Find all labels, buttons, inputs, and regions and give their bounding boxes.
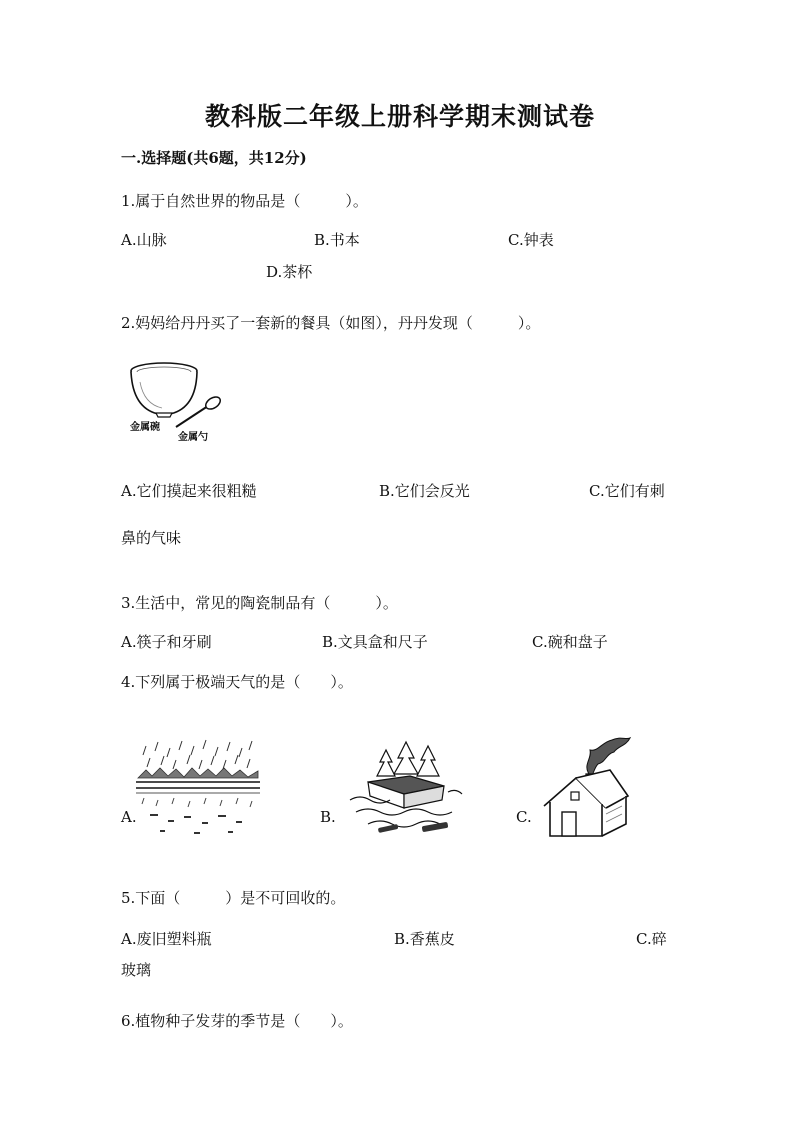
- page-title: 教科版二年级上册科学期末测试卷: [204, 102, 595, 131]
- question-3: 3.生活中，常见的陶瓷制品有（ ）。: [121, 594, 398, 612]
- q4-option-b: B.: [320, 808, 336, 826]
- q3-option-b: B.文具盒和尺子: [322, 633, 428, 651]
- question-4: 4.下列属于极端天气的是（ ）。: [121, 673, 353, 691]
- q2-option-c: C.它们有刺: [589, 482, 665, 500]
- section-heading: 一.选择题(共6题，共12分): [121, 149, 307, 167]
- q4-option-a: A.: [121, 808, 137, 826]
- question-5: 5.下面（ ）是不可回收的。: [121, 889, 346, 907]
- question-6: 6.植物种子发芽的季节是（ ）。: [121, 1012, 353, 1030]
- q1-option-b: B.书本: [314, 231, 360, 249]
- question-1: 1.属于自然世界的物品是（ ）。: [121, 192, 368, 210]
- q1-option-c: C.钟表: [508, 231, 554, 249]
- rainstorm-picture: [136, 738, 260, 838]
- flood-picture: [348, 738, 464, 840]
- q3-option-a: A.筷子和牙刷: [121, 633, 212, 651]
- q5-option-b: B.香蕉皮: [394, 930, 455, 948]
- figure-label-spoon: 金属勺: [178, 432, 208, 443]
- q5-option-a: A.废旧塑料瓶: [121, 930, 212, 948]
- bowl-spoon-figure: [126, 360, 226, 444]
- q3-option-c: C.碗和盘子: [532, 633, 608, 651]
- figure-label-bowl: 金属碗: [130, 422, 160, 433]
- q1-option-a: A.山脉: [121, 231, 167, 249]
- q5-option-c-continued: 玻璃: [121, 961, 152, 979]
- q5-option-c: C.碎: [636, 930, 667, 948]
- q1-option-d: D.茶杯: [266, 263, 313, 281]
- q2-option-b: B.它们会反光: [379, 482, 470, 500]
- q4-option-c: C.: [516, 808, 532, 826]
- house-chimney-picture: [540, 734, 632, 840]
- q2-option-c-continued: 鼻的气味: [121, 529, 182, 547]
- q2-option-a: A.它们摸起来很粗糙: [121, 482, 257, 500]
- question-2: 2.妈妈给丹丹买了一套新的餐具（如图），丹丹发现（ ）。: [121, 314, 541, 332]
